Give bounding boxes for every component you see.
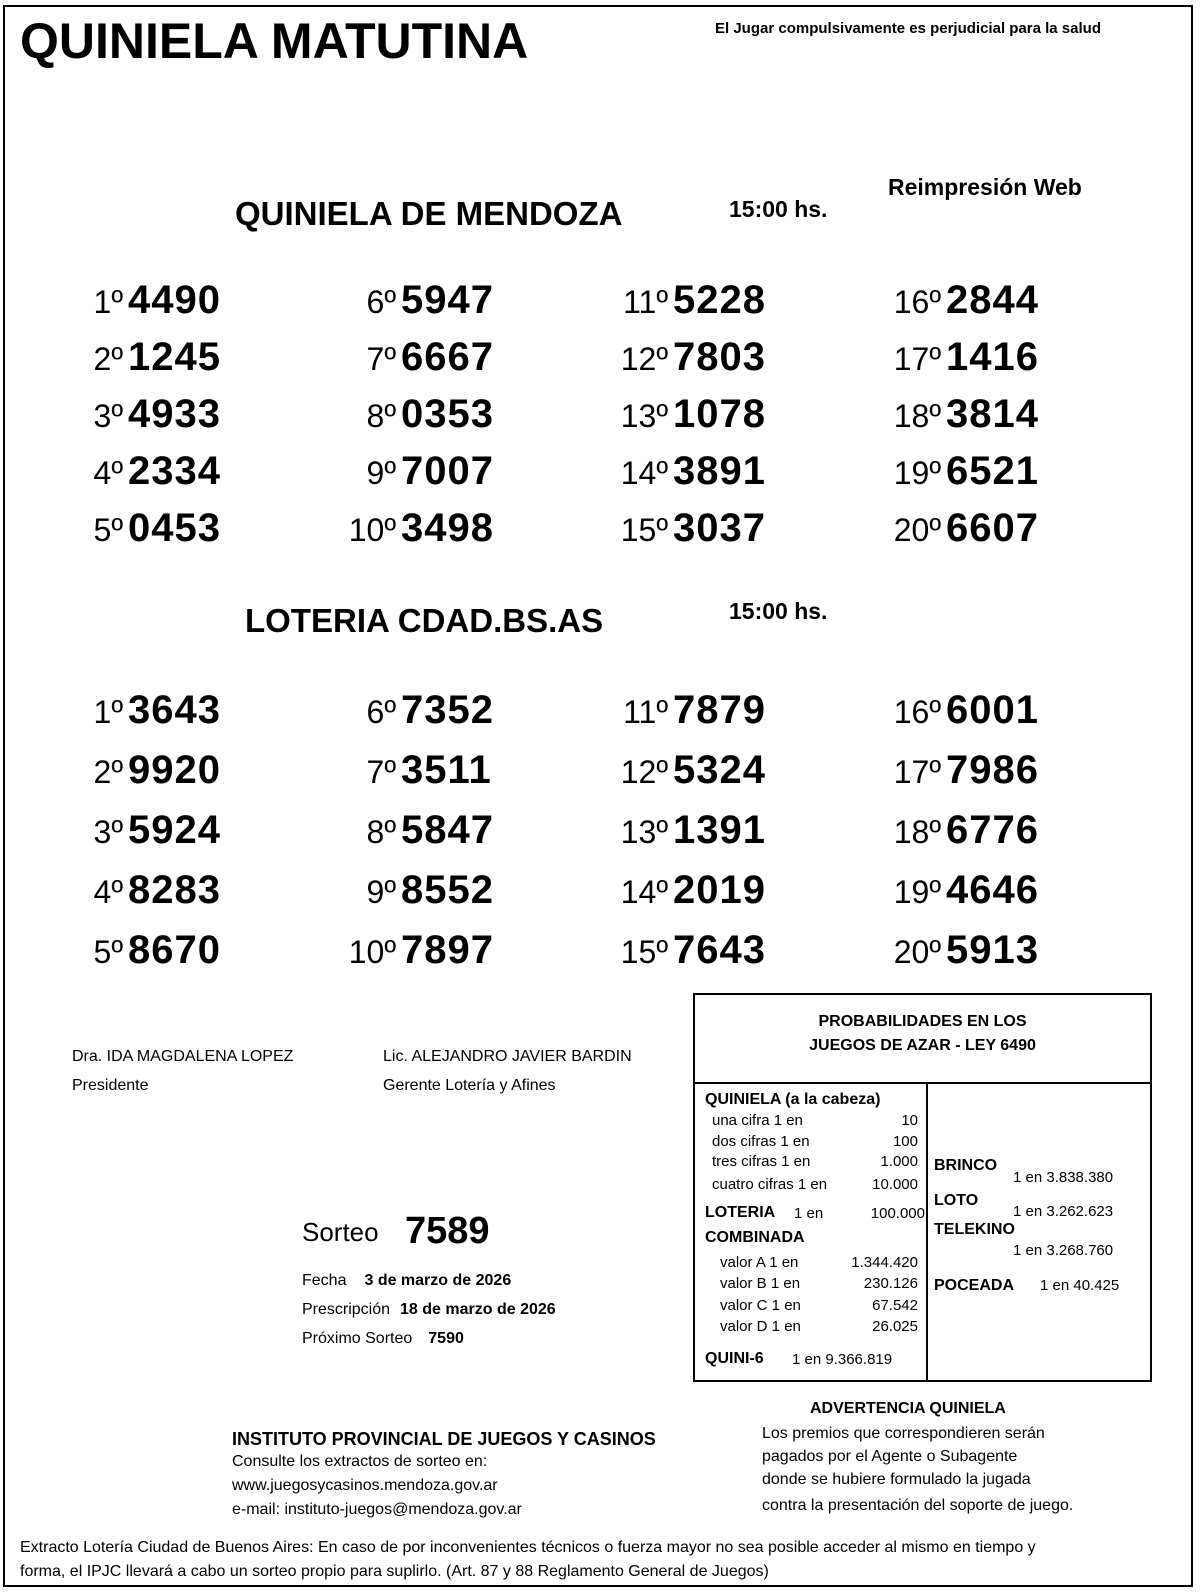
result-position: 20º (893, 512, 941, 548)
next-draw-row (302, 1330, 464, 1348)
result-number: 1391 (673, 808, 766, 852)
quiniela-prob-value: 100 (892, 1133, 918, 1150)
footer-line-2: forma, el IPJC llevará a cabo un sorteo propio para suplirlo. (Art. 87 y 88 Reglamento General de Juegos) (20, 1563, 769, 1580)
advertencia-line: contra la presentación del soporte de juego. (762, 1497, 1074, 1514)
result-cell (595, 748, 795, 798)
loteria-time: 15:00 hs. (729, 598, 828, 624)
result-number: 3037 (673, 506, 766, 550)
result-cell (323, 506, 523, 556)
result-number: 5924 (128, 808, 221, 852)
result-number: 3643 (128, 688, 221, 732)
sorteo-number: 7589 (405, 1210, 490, 1252)
combinada-prob-value: 67.542 (872, 1297, 918, 1314)
quiniela-prob-value: 1.000 (880, 1153, 918, 1170)
quini6-prob-label: QUINI-6 (705, 1350, 764, 1367)
quiniela-prob-title: QUINIELA (a la cabeza) (705, 1091, 881, 1108)
result-number: 1078 (673, 392, 766, 436)
mendoza-title: QUINIELA DE MENDOZA (235, 195, 623, 232)
quiniela-prob-value: 10 (901, 1112, 918, 1129)
advertencia-line: Los premios que correspondieren serán (762, 1425, 1045, 1442)
signature-right-role: Gerente Lotería y Afines (383, 1077, 556, 1094)
result-position: 14º (620, 455, 668, 491)
loteria-title: LOTERIA CDAD.BS.AS (245, 602, 604, 639)
result-position: 17º (893, 341, 941, 377)
result-cell (323, 335, 523, 385)
result-cell (323, 928, 523, 978)
brinco-prob-label: BRINCO (934, 1157, 998, 1174)
reprint-label: Reimpresión Web (888, 174, 1082, 200)
result-number: 7643 (673, 928, 766, 972)
signature-left-name: Dra. IDA MAGDALENA LOPEZ (72, 1048, 294, 1065)
combinada-prob-label: valor A 1 en (720, 1254, 799, 1271)
result-position: 14º (620, 874, 668, 910)
result-position: 1º (93, 284, 123, 320)
combinada-prob-value: 1.344.420 (851, 1254, 918, 1271)
result-position: 9º (366, 455, 396, 491)
result-position: 6º (366, 694, 396, 730)
result-cell (323, 449, 523, 499)
result-cell (868, 688, 1068, 738)
result-cell (50, 278, 250, 328)
result-position: 7º (366, 754, 396, 790)
page-title: QUINIELA MATUTINA (20, 13, 529, 69)
result-position: 8º (366, 398, 396, 434)
footer-line-1: Extracto Lotería Ciudad de Buenos Aires: En caso de por inconvenientes técnicos o fuerza mayor no sea posible acceder al mismo en tiempo y (20, 1539, 1036, 1556)
result-position: 20º (893, 934, 941, 970)
result-cell (50, 928, 250, 978)
institute-website-link[interactable]: www.juegosycasinos.mendoza.gov.ar (232, 1477, 498, 1494)
probabilities-title-2: JUEGOS DE AZAR - LEY 6490 (809, 1037, 1036, 1054)
result-number: 8552 (401, 868, 494, 912)
result-cell (868, 392, 1068, 442)
result-cell (323, 808, 523, 858)
result-number: 4933 (128, 392, 221, 436)
quiniela-prob-value: 10.000 (872, 1176, 918, 1193)
probabilities-divider (695, 1082, 1150, 1084)
poceada-prob-label: POCEADA (934, 1277, 1015, 1294)
combinada-prob-label: valor D 1 en (720, 1318, 801, 1335)
result-position: 5º (93, 934, 123, 970)
result-number: 9920 (128, 748, 221, 792)
result-position: 10º (348, 934, 396, 970)
quiniela-prob-label: una cifra 1 en (712, 1112, 803, 1129)
loteria-prob-en: 1 en (794, 1205, 824, 1222)
result-number: 6001 (946, 688, 1039, 732)
result-cell (595, 868, 795, 918)
result-position: 3º (93, 398, 123, 434)
combinada-prob-value: 230.126 (863, 1275, 918, 1292)
advertencia-title: ADVERTENCIA QUINIELA (810, 1400, 1006, 1417)
result-cell (868, 808, 1068, 858)
loto-prob-label: LOTO (934, 1192, 979, 1209)
quini6-prob-value: 1 en 9.366.819 (792, 1351, 893, 1368)
result-cell (595, 392, 795, 442)
result-number: 5228 (673, 278, 766, 322)
result-position: 10º (348, 512, 396, 548)
prescription-label: Prescripción (302, 1301, 391, 1318)
mendoza-time: 15:00 hs. (729, 196, 828, 222)
draw-date-label: Fecha (302, 1272, 347, 1289)
result-position: 16º (893, 284, 941, 320)
loteria-prob-label: LOTERIA (705, 1204, 776, 1221)
result-cell (50, 449, 250, 499)
probabilities-title-1: PROBABILIDADES EN LOS (818, 1013, 1027, 1030)
result-number: 3891 (673, 449, 766, 493)
result-number: 4490 (128, 278, 221, 322)
result-number: 7897 (401, 928, 494, 972)
result-cell (595, 808, 795, 858)
result-number: 5947 (401, 278, 494, 322)
result-cell (595, 278, 795, 328)
result-number: 7879 (673, 688, 766, 732)
result-cell (595, 449, 795, 499)
result-position: 13º (620, 814, 668, 850)
poceada-prob-value: 1 en 40.425 (1040, 1277, 1120, 1294)
loto-prob-value: 1 en 3.262.623 (1013, 1203, 1114, 1220)
institute-name: INSTITUTO PROVINCIAL DE JUEGOS Y CASINOS (232, 1429, 656, 1449)
result-cell (595, 928, 795, 978)
result-number: 1245 (128, 335, 221, 379)
result-position: 1º (93, 694, 123, 730)
result-position: 6º (366, 284, 396, 320)
result-number: 7007 (401, 449, 494, 493)
result-number: 0353 (401, 392, 494, 436)
result-cell (50, 868, 250, 918)
signature-right-name: Lic. ALEJANDRO JAVIER BARDIN (383, 1048, 632, 1065)
result-cell (50, 748, 250, 798)
result-position: 19º (893, 455, 941, 491)
quiniela-prob-label: cuatro cifras 1 en (712, 1176, 828, 1193)
result-number: 6667 (401, 335, 494, 379)
result-cell (595, 335, 795, 385)
result-position: 18º (893, 814, 941, 850)
result-cell (868, 335, 1068, 385)
result-number: 3498 (401, 506, 494, 550)
combinada-prob-label: valor B 1 en (720, 1275, 801, 1292)
institute-email-link[interactable]: e-mail: instituto-juegos@mendoza.gov.ar (232, 1501, 522, 1518)
result-cell (868, 928, 1068, 978)
result-cell (868, 449, 1068, 499)
prescription-date: 18 de marzo de 2026 (400, 1301, 556, 1318)
result-cell (323, 748, 523, 798)
result-number: 4646 (946, 868, 1039, 912)
draw-date: 3 de marzo de 2026 (364, 1272, 512, 1289)
result-position: 3º (93, 814, 123, 850)
quiniela-prob-label: tres cifras 1 en (712, 1153, 811, 1170)
result-cell (50, 335, 250, 385)
result-position: 15º (620, 934, 668, 970)
next-draw-number: 7590 (428, 1330, 464, 1347)
result-number: 2334 (128, 449, 221, 493)
advertencia-line: pagados por el Agente o Subagente (762, 1448, 1018, 1465)
result-number: 2844 (946, 278, 1039, 322)
result-position: 18º (893, 398, 941, 434)
result-position: 17º (893, 754, 941, 790)
result-number: 8670 (128, 928, 221, 972)
result-cell (323, 392, 523, 442)
result-cell (868, 868, 1068, 918)
result-position: 4º (93, 874, 123, 910)
result-cell (50, 688, 250, 738)
result-number: 1416 (946, 335, 1039, 379)
result-cell (323, 278, 523, 328)
result-position: 9º (366, 874, 396, 910)
result-position: 13º (620, 398, 668, 434)
result-number: 3511 (401, 748, 492, 792)
result-number: 0453 (128, 506, 221, 550)
result-number: 6521 (946, 449, 1039, 493)
result-number: 6776 (946, 808, 1039, 852)
result-cell (50, 506, 250, 556)
result-number: 5324 (673, 748, 766, 792)
result-position: 4º (93, 455, 123, 491)
loteria-prob-value: 100.000 (870, 1205, 925, 1222)
result-number: 8283 (128, 868, 221, 912)
result-number: 3814 (946, 392, 1039, 436)
result-number: 5847 (401, 808, 494, 852)
result-number: 6607 (946, 506, 1039, 550)
result-position: 15º (620, 512, 668, 548)
result-cell (50, 392, 250, 442)
result-cell (595, 506, 795, 556)
sorteo-label: Sorteo (302, 1217, 379, 1247)
result-cell (868, 748, 1068, 798)
result-position: 16º (893, 694, 941, 730)
result-position: 2º (93, 754, 123, 790)
signature-left-role: Presidente (72, 1077, 149, 1094)
combinada-prob-label: valor C 1 en (720, 1297, 801, 1314)
combinada-prob-value: 26.025 (872, 1318, 918, 1335)
result-number: 7352 (401, 688, 494, 732)
result-number: 7803 (673, 335, 766, 379)
prescription-row (302, 1301, 556, 1319)
result-position: 5º (93, 512, 123, 548)
draw-date-row (302, 1272, 511, 1290)
result-number: 5913 (946, 928, 1039, 972)
result-position: 8º (366, 814, 396, 850)
result-cell (50, 808, 250, 858)
brinco-prob-value: 1 en 3.838.380 (1013, 1169, 1114, 1186)
quiniela-prob-label: dos cifras 1 en (712, 1133, 810, 1150)
probabilities-column-divider (926, 1082, 928, 1380)
result-number: 7986 (946, 748, 1039, 792)
result-cell (868, 506, 1068, 556)
result-cell (323, 688, 523, 738)
result-position: 12º (620, 754, 668, 790)
result-number: 2019 (673, 868, 766, 912)
result-position: 7º (366, 341, 396, 377)
result-position: 19º (893, 874, 941, 910)
result-cell (868, 278, 1068, 328)
probabilities-box (693, 993, 1152, 1382)
result-position: 2º (93, 341, 123, 377)
health-warning: El Jugar compulsivamente es perjudicial para la salud (715, 20, 1101, 37)
result-position: 11º (623, 694, 668, 730)
result-cell (595, 688, 795, 738)
next-draw-label: Próximo Sorteo (302, 1330, 413, 1347)
result-cell (323, 868, 523, 918)
telekino-prob-label: TELEKINO (934, 1221, 1015, 1238)
telekino-prob-value: 1 en 3.268.760 (1013, 1242, 1114, 1259)
advertencia-line: donde se hubiere formulado la jugada (762, 1471, 1031, 1488)
institute-line: Consulte los extractos de sorteo en: (232, 1453, 488, 1470)
result-position: 12º (620, 341, 668, 377)
combinada-prob-title: COMBINADA (705, 1229, 805, 1246)
result-position: 11º (623, 284, 668, 320)
